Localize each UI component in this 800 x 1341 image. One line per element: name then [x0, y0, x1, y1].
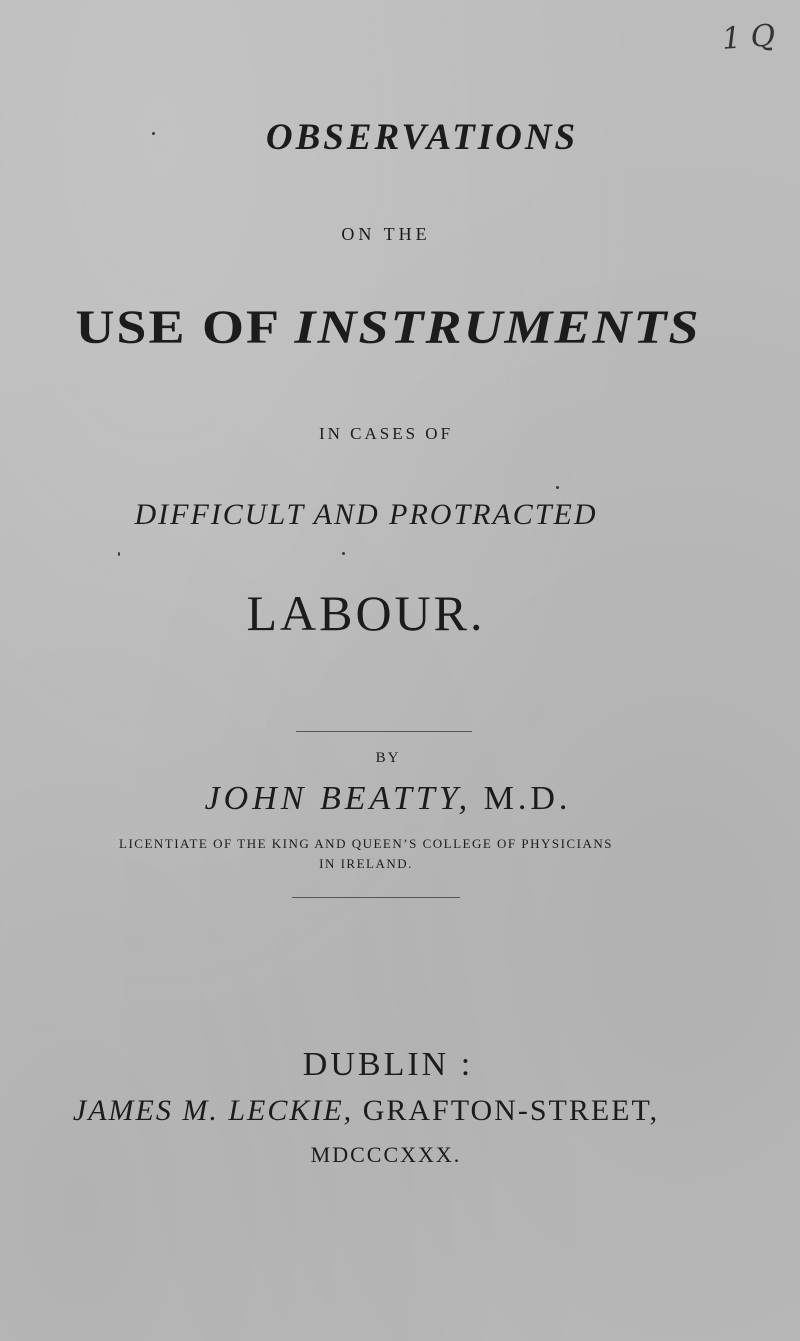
divider-rule-bottom: [292, 897, 460, 898]
publisher-street: GRAFTON-STREET,: [362, 1094, 660, 1127]
imprint-publisher: [0, 1094, 766, 1128]
author-credential-line1: LICENTIATE OF THE KING AND QUEEN’S COLLEGE OF PHYSICIANS: [119, 836, 613, 851]
author: [0, 780, 788, 818]
handwritten-mark: 1 Q: [720, 18, 777, 57]
imprint-place: DUBLIN :: [302, 1046, 474, 1083]
author-credential-line2: IN IRELAND.: [319, 856, 413, 871]
divider-rule-top: [296, 731, 472, 732]
author-degree: M.D.: [483, 780, 572, 817]
title-main: [0, 300, 788, 355]
title-labour: LABOUR.: [246, 585, 486, 641]
title-in-cases-of: IN CASES OF: [318, 424, 454, 443]
title-instruments: INSTRUMENTS: [294, 300, 701, 354]
imprint-year: MDCCCXXX.: [310, 1142, 462, 1167]
author-name: JOHN BEATTY,: [204, 780, 472, 817]
publisher-name: JAMES M. LECKIE,: [72, 1094, 354, 1127]
byline-by: BY: [375, 750, 401, 766]
title-observations: OBSERVATIONS: [265, 117, 579, 158]
title-on-the: ON THE: [341, 224, 431, 244]
title-use-of: USE OF: [75, 300, 279, 354]
title-difficult-protracted: DIFFICULT AND PROTRACTED: [134, 498, 598, 531]
